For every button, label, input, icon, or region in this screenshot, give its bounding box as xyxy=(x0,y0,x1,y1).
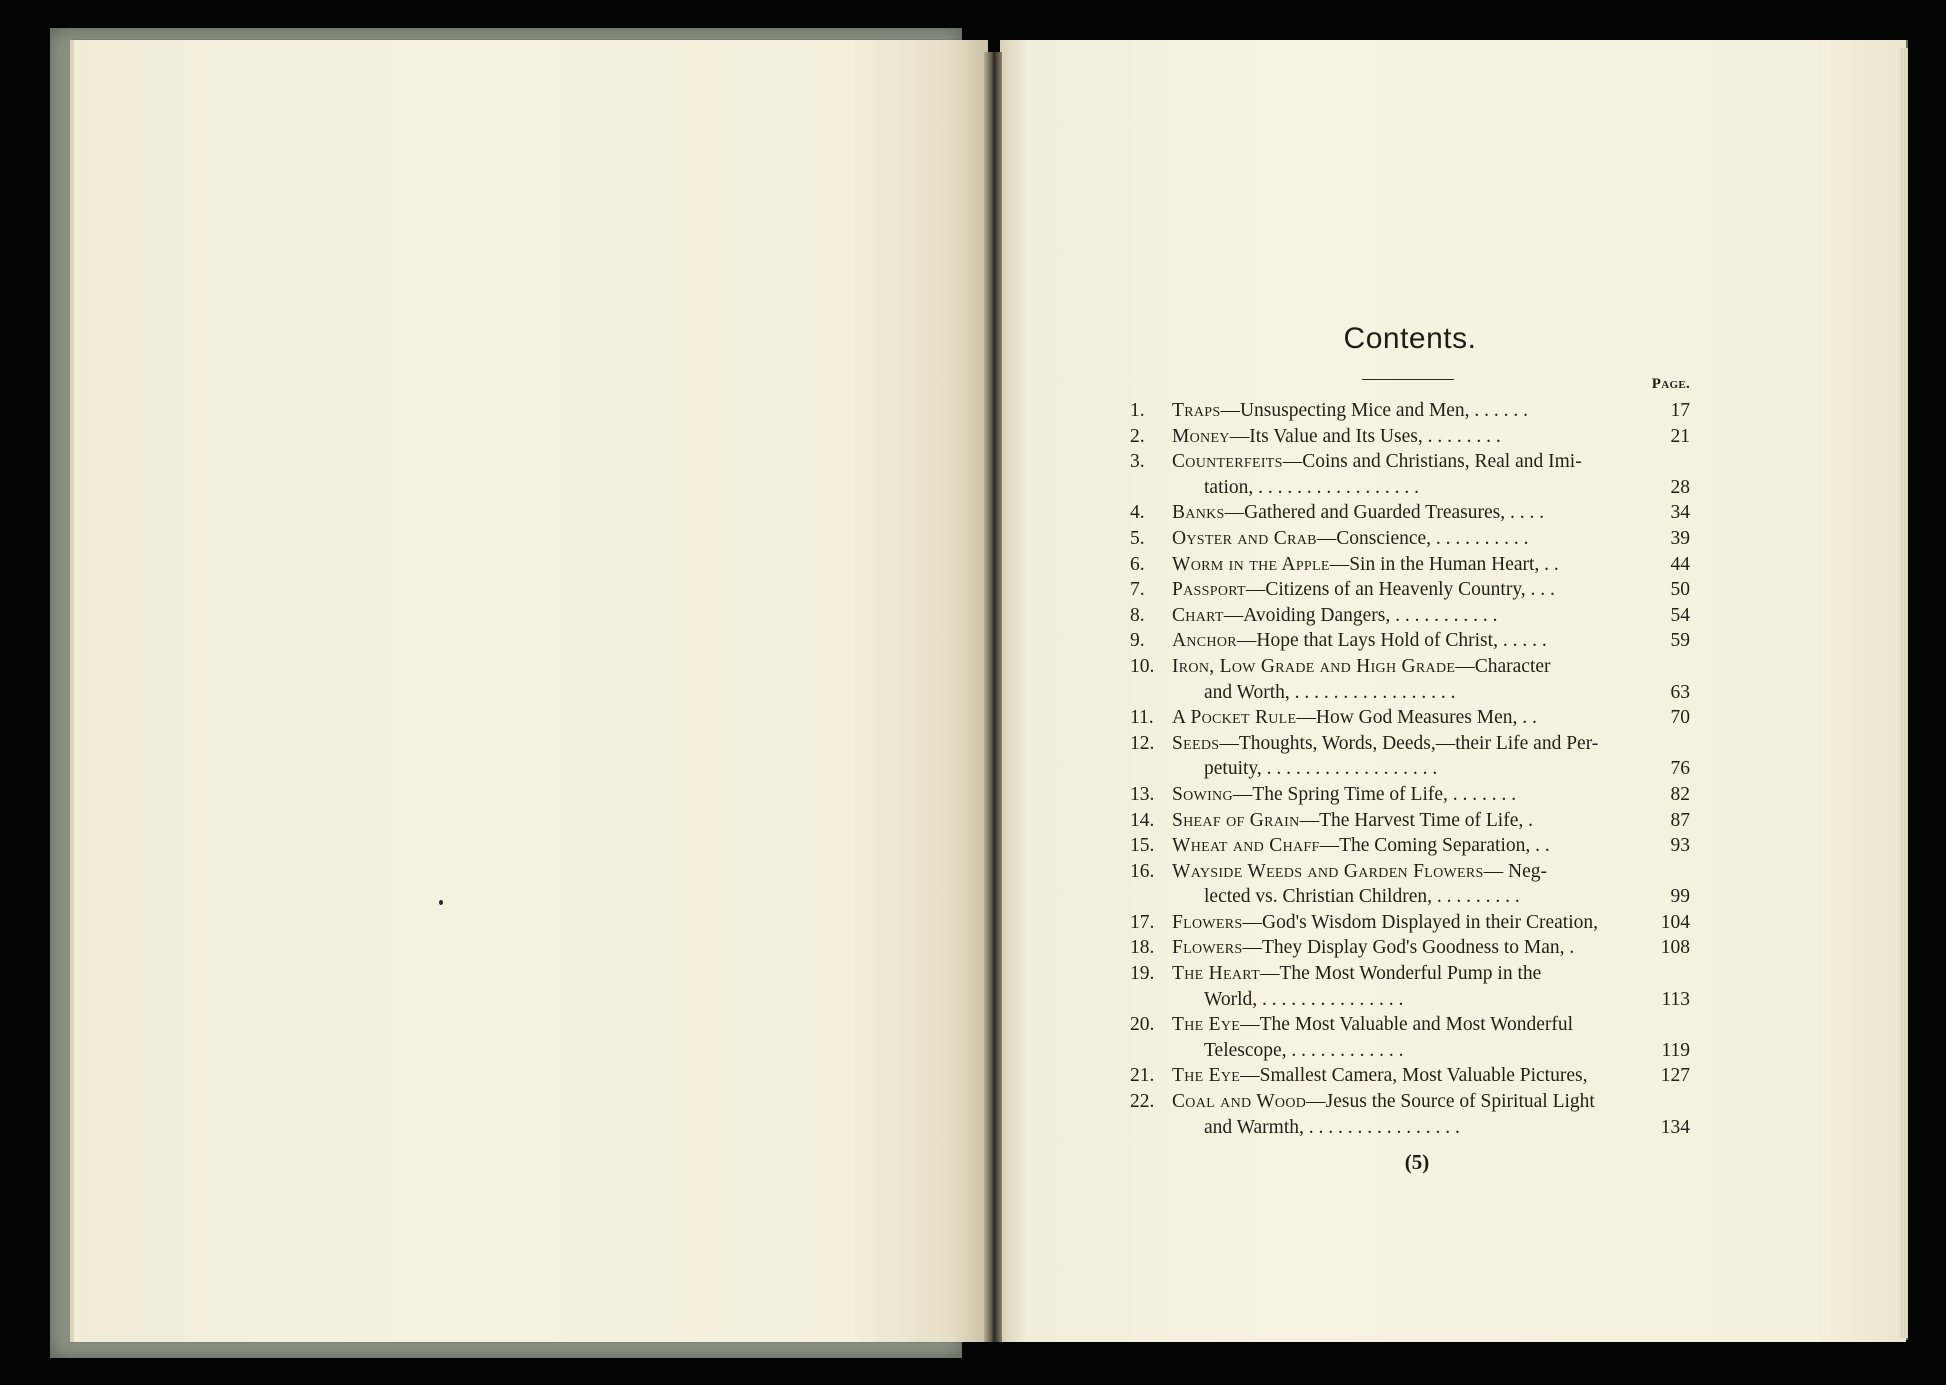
toc-entry-page: 39 xyxy=(1670,527,1690,549)
toc-entry-description: —The Most Valuable and Most Wonderful xyxy=(1240,1014,1574,1036)
toc-entry-heading: Seeds xyxy=(1172,732,1220,754)
toc-entry-continued-text: and Worth, . . . . . . . . . . . . . . . . . xyxy=(1204,681,1456,703)
toc-entry-title xyxy=(1172,833,1650,859)
toc-entry xyxy=(1130,552,1690,578)
book-gutter xyxy=(984,52,1002,1342)
toc-entry-heading: Anchor xyxy=(1172,630,1237,652)
toc-entry-heading: Oyster and Crab xyxy=(1172,527,1317,549)
toc-entry-title xyxy=(1172,910,1650,936)
table-of-contents xyxy=(1130,398,1690,1140)
toc-entry-heading: Counterfeits xyxy=(1172,451,1283,473)
toc-entry xyxy=(1130,808,1690,834)
toc-entry xyxy=(1130,1012,1690,1038)
toc-entry-number: 2. xyxy=(1130,425,1145,447)
toc-entry-heading: Worm in the Apple xyxy=(1172,553,1330,575)
toc-entry-continued-text: tation, . . . . . . . . . . . . . . . . . xyxy=(1204,476,1420,498)
toc-entry-heading: Wheat and Chaff xyxy=(1172,835,1320,857)
toc-entry-number: 14. xyxy=(1130,809,1155,831)
toc-entry-page: 21 xyxy=(1670,425,1690,447)
toc-entry xyxy=(1130,782,1690,808)
toc-entry-heading: Chart xyxy=(1172,604,1224,626)
page-column-heading: Page. xyxy=(1651,376,1690,392)
toc-entry-description: —How God Measures Men, . . xyxy=(1296,707,1537,729)
toc-entry-page: 93 xyxy=(1670,835,1690,857)
toc-entry-continuation xyxy=(1130,1038,1690,1064)
toc-entry-page: 44 xyxy=(1670,553,1690,575)
toc-entry-continuation xyxy=(1130,475,1690,501)
toc-entry-page: 119 xyxy=(1661,1039,1690,1061)
toc-entry-number: 4. xyxy=(1130,502,1145,524)
toc-entry-page: 87 xyxy=(1670,809,1690,831)
toc-entry xyxy=(1130,424,1690,450)
toc-entry-heading: The Eye xyxy=(1172,1014,1241,1036)
toc-entry-description: —They Display God's Goodness to Man, . xyxy=(1242,937,1575,959)
toc-entry-heading: The Heart xyxy=(1172,963,1260,985)
toc-entry-page: 127 xyxy=(1660,1065,1690,1087)
toc-entry-description: —The Spring Time of Life, . . . . . . . xyxy=(1232,783,1517,805)
toc-entry-description: —The Harvest Time of Life, . xyxy=(1299,809,1533,831)
toc-entry-title xyxy=(1172,577,1650,603)
left-blank-page xyxy=(70,40,988,1342)
toc-entry-heading: Iron, Low Grade and High Grade xyxy=(1172,655,1456,677)
toc-entry-continuation xyxy=(1130,987,1690,1013)
ink-speck xyxy=(439,900,443,905)
toc-entry-page: 82 xyxy=(1670,783,1690,805)
toc-entry xyxy=(1130,1089,1690,1115)
toc-entry-number: 10. xyxy=(1130,655,1155,677)
toc-entry xyxy=(1130,526,1690,552)
toc-entry-page: 54 xyxy=(1670,604,1690,626)
toc-entry-page: 113 xyxy=(1661,988,1690,1010)
toc-entry-description: —Hope that Lays Hold of Christ, . . . . . xyxy=(1236,630,1547,652)
toc-entry-number: 22. xyxy=(1130,1091,1155,1113)
toc-entry-number: 9. xyxy=(1130,630,1145,652)
toc-entry-title xyxy=(1172,782,1650,808)
toc-entry-title xyxy=(1172,731,1650,757)
toc-entry xyxy=(1130,833,1690,859)
toc-entry-heading: Sheaf of Grain xyxy=(1172,809,1300,831)
toc-entry-number: 8. xyxy=(1130,604,1145,626)
toc-entry-continuation xyxy=(1130,680,1690,706)
toc-entry-page: 104 xyxy=(1660,911,1690,933)
toc-entry-heading: Flowers xyxy=(1172,911,1243,933)
toc-entry-number: 6. xyxy=(1130,553,1145,575)
toc-entry xyxy=(1130,398,1690,424)
toc-entry-page: 76 xyxy=(1670,758,1690,780)
right-page-fore-edge xyxy=(1900,48,1908,1338)
toc-entry xyxy=(1130,859,1690,885)
toc-entry xyxy=(1130,1063,1690,1089)
toc-entry-title xyxy=(1172,705,1650,731)
toc-entry-number: 21. xyxy=(1130,1065,1155,1087)
toc-entry xyxy=(1130,500,1690,526)
toc-entry-title xyxy=(1172,424,1650,450)
toc-entry-description: —Jesus the Source of Spiritual Light xyxy=(1306,1091,1595,1113)
toc-entry-continued-text: Telescope, . . . . . . . . . . . . xyxy=(1204,1039,1404,1061)
toc-entry-title xyxy=(1172,859,1650,885)
toc-entry-number: 19. xyxy=(1130,963,1155,985)
toc-entry-continued-text: lected vs. Christian Children, . . . . . . . . . xyxy=(1204,886,1520,908)
toc-entry-page: 134 xyxy=(1660,1116,1690,1138)
toc-entry-continuation xyxy=(1130,884,1690,910)
toc-entry-page: 50 xyxy=(1670,579,1690,601)
toc-entry-description: —The Coming Separation, . . xyxy=(1319,835,1550,857)
toc-entry-number: 13. xyxy=(1130,783,1155,805)
toc-entry xyxy=(1130,910,1690,936)
toc-entry-number: 16. xyxy=(1130,860,1155,882)
toc-entry xyxy=(1130,603,1690,629)
toc-entry-heading: Traps xyxy=(1172,400,1221,421)
toc-entry-title xyxy=(1172,808,1650,834)
toc-entry-title xyxy=(1172,1012,1650,1038)
toc-entry-description: —Thoughts, Words, Deeds,—their Life and Per- xyxy=(1219,732,1599,754)
toc-entry xyxy=(1130,654,1690,680)
toc-entry xyxy=(1130,731,1690,757)
page-number: (5) xyxy=(1404,1150,1430,1174)
toc-entry-page: 17 xyxy=(1670,400,1690,421)
contents-title: Contents. xyxy=(1343,322,1477,355)
toc-entry-number: 12. xyxy=(1130,732,1155,754)
toc-entry-continued-text: World, . . . . . . . . . . . . . . . xyxy=(1204,988,1404,1010)
toc-entry-continuation xyxy=(1130,756,1690,782)
toc-entry-continued-text: and Warmth, . . . . . . . . . . . . . . . . xyxy=(1204,1116,1460,1138)
toc-entry-description: —Conscience, . . . . . . . . . . xyxy=(1316,527,1529,549)
toc-entry-description: —Coins and Christians, Real and Imi- xyxy=(1282,451,1582,473)
toc-entry-title xyxy=(1172,449,1650,475)
toc-entry xyxy=(1130,705,1690,731)
toc-entry-description: —Avoiding Dangers, . . . . . . . . . . . xyxy=(1223,604,1498,626)
toc-entry-number: 20. xyxy=(1130,1014,1155,1036)
toc-entry-title xyxy=(1172,961,1650,987)
toc-entry-title xyxy=(1172,654,1650,680)
toc-entry-description: —Character xyxy=(1455,655,1551,677)
toc-entry-title xyxy=(1172,628,1650,654)
toc-entry-heading: Sowing xyxy=(1172,783,1233,805)
toc-entry-description: — Neg- xyxy=(1483,860,1547,882)
toc-entry-page: 99 xyxy=(1670,886,1690,908)
toc-entry-heading: Banks xyxy=(1172,502,1225,524)
toc-entry-title xyxy=(1172,526,1650,552)
left-page-edge xyxy=(70,40,74,1342)
toc-entry-description: —Sin in the Human Heart, . . xyxy=(1329,553,1559,575)
toc-entry-page: 70 xyxy=(1670,707,1690,729)
toc-entry-title xyxy=(1172,1089,1650,1115)
toc-entry-number: 18. xyxy=(1130,937,1155,959)
toc-entry xyxy=(1130,935,1690,961)
toc-entry-heading: The Eye xyxy=(1172,1065,1241,1087)
toc-entry xyxy=(1130,961,1690,987)
toc-entry-title xyxy=(1172,398,1650,424)
title-rule xyxy=(1362,379,1454,380)
toc-entry-number: 1. xyxy=(1130,400,1145,421)
toc-entry-heading: Passport xyxy=(1172,579,1246,601)
toc-entry xyxy=(1130,577,1690,603)
toc-entry-heading: Flowers xyxy=(1172,937,1243,959)
toc-entry-number: 15. xyxy=(1130,835,1155,857)
toc-entry-page: 28 xyxy=(1670,476,1690,498)
toc-entry-description: —Unsuspecting Mice and Men, . . . . . . xyxy=(1220,400,1529,421)
toc-entry-title xyxy=(1172,552,1650,578)
toc-entry-description: —Smallest Camera, Most Valuable Pictures, xyxy=(1240,1065,1588,1087)
toc-entry-page: 59 xyxy=(1670,630,1690,652)
toc-entry-continued-text: petuity, . . . . . . . . . . . . . . . . . . xyxy=(1204,758,1438,780)
toc-entry-description: —Gathered and Guarded Treasures, . . . . xyxy=(1224,502,1545,524)
toc-entry-number: 7. xyxy=(1130,579,1145,601)
toc-entry-page: 108 xyxy=(1660,937,1690,959)
toc-entry xyxy=(1130,449,1690,475)
toc-entry-description: —The Most Wonderful Pump in the xyxy=(1259,963,1542,985)
toc-entry-number: 17. xyxy=(1130,911,1155,933)
toc-entry-number: 3. xyxy=(1130,451,1145,473)
toc-entry-heading: Money xyxy=(1172,425,1230,447)
toc-entry-description: —Its Value and Its Uses, . . . . . . . . xyxy=(1229,425,1501,447)
toc-entry-title xyxy=(1172,1063,1650,1089)
toc-entry-description: —Citizens of an Heavenly Country, . . . xyxy=(1245,579,1555,601)
toc-entry-heading: Coal and Wood xyxy=(1172,1091,1307,1113)
toc-entry xyxy=(1130,628,1690,654)
toc-entry-number: 5. xyxy=(1130,527,1145,549)
toc-entry-page: 63 xyxy=(1670,681,1690,703)
toc-entry-title xyxy=(1172,500,1650,526)
toc-entry-page: 34 xyxy=(1670,502,1690,524)
toc-entry-title xyxy=(1172,935,1650,961)
toc-entry-continuation xyxy=(1130,1115,1690,1141)
toc-entry-heading: Wayside Weeds and Garden Flowers xyxy=(1172,860,1484,882)
toc-entry-heading: A Pocket Rule xyxy=(1172,707,1297,729)
toc-entry-title xyxy=(1172,603,1650,629)
toc-entry-number: 11. xyxy=(1130,707,1154,729)
toc-entry-description: —God's Wisdom Displayed in their Creation, xyxy=(1242,911,1598,933)
